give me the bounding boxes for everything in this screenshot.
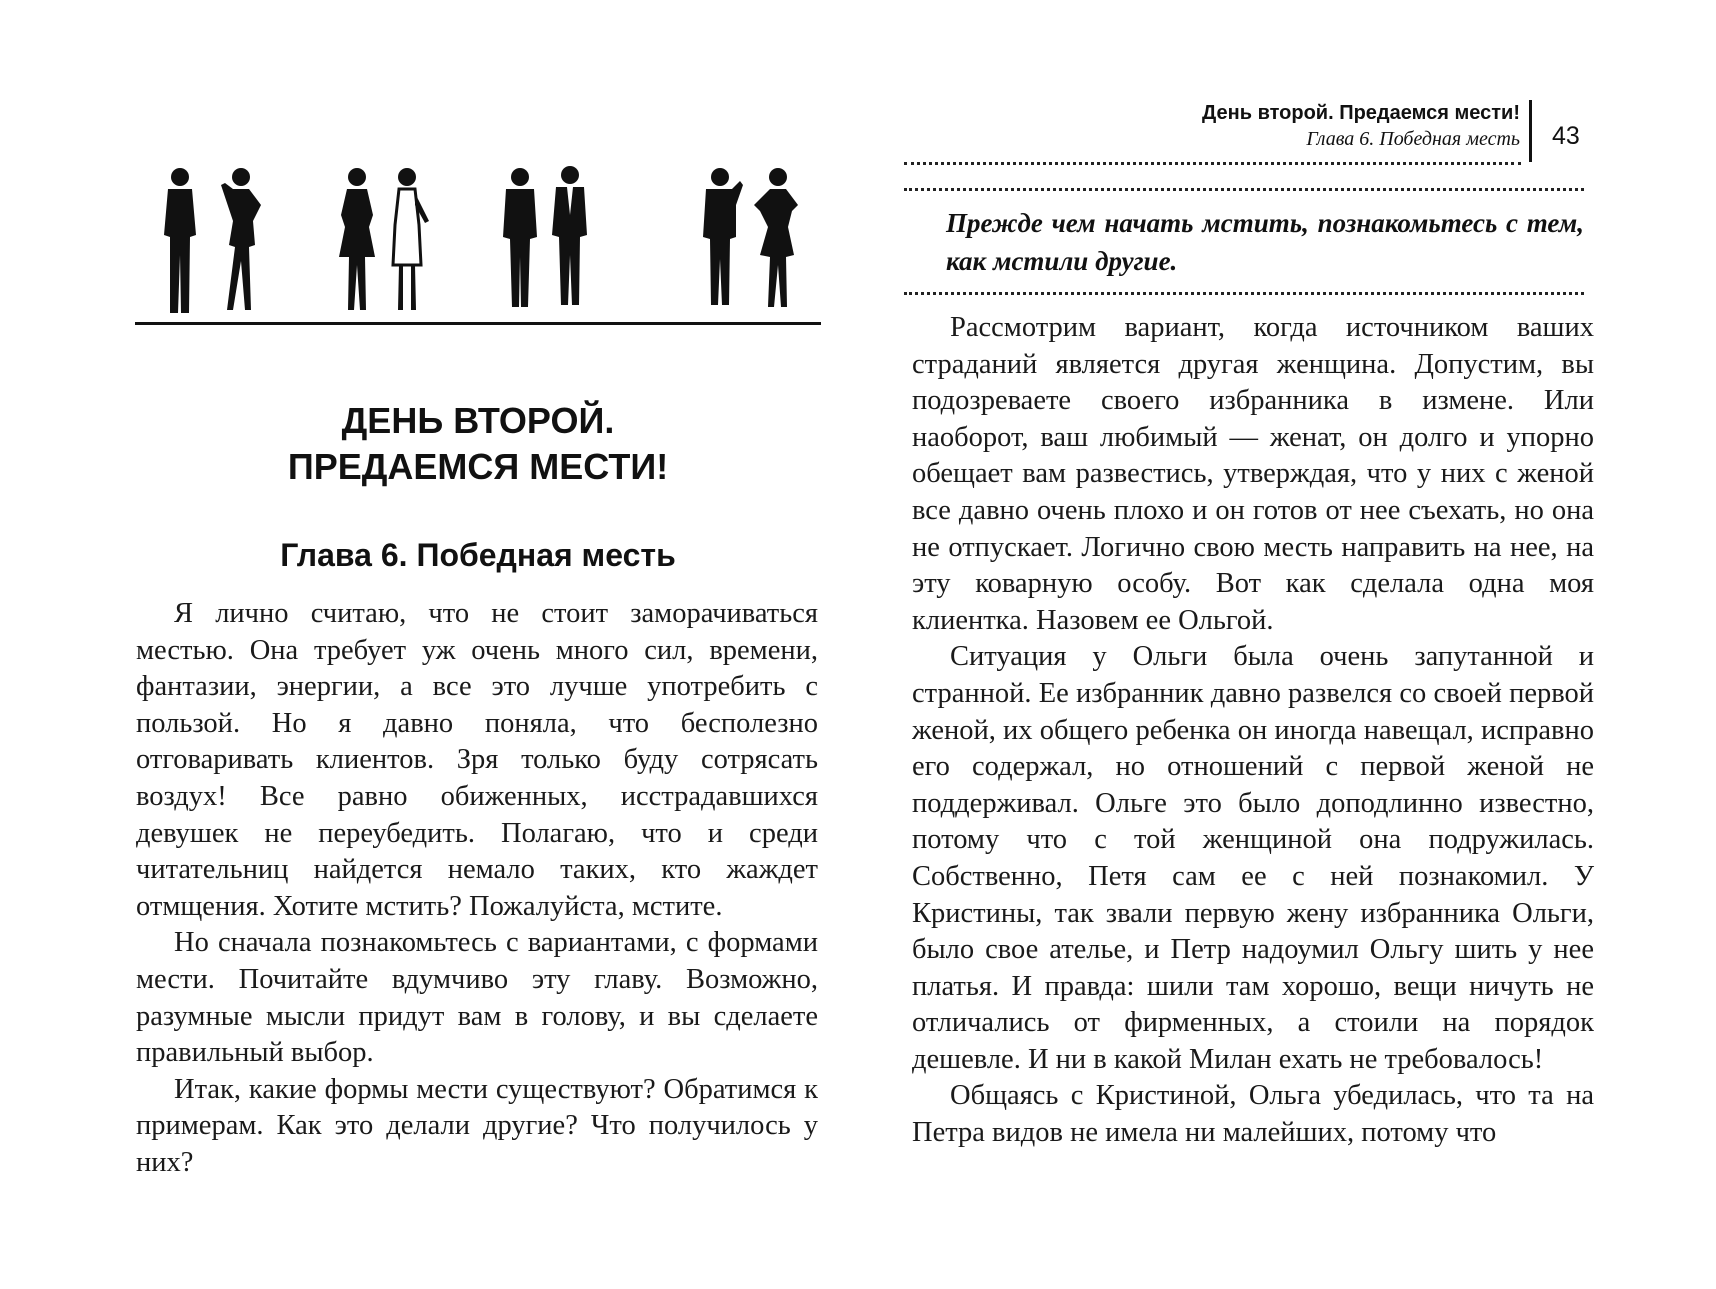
running-header-subtitle: Глава 6. Победная месть bbox=[1306, 128, 1520, 150]
page-number: 43 bbox=[1552, 122, 1580, 150]
header-separator bbox=[1529, 100, 1532, 162]
right-body-text bbox=[912, 310, 1594, 1152]
man-silhouette-icon bbox=[500, 165, 540, 315]
paragraph: Но сначала познакомьтесь с вариантами, с формами мести. Почитайте вдумчиво эту главу. Возможно, разумные мысли придут вам в голову, и вы сделаете правильный выбор. bbox=[136, 927, 818, 1069]
callout-text: Прежде чем начать мстить, познакомьтесь с тем, как мстили другие. bbox=[946, 208, 1584, 276]
woman-silhouette-icon bbox=[383, 165, 438, 315]
chapter-title: Глава 6. Победная месть bbox=[280, 537, 676, 573]
banner-divider bbox=[135, 322, 821, 325]
callout-dotted-rule-top bbox=[904, 188, 1584, 191]
man-silhouette-icon bbox=[700, 165, 745, 315]
paragraph: Я лично считаю, что не стоит заморачиваться местью. Она требует уж очень много сил, времени, фантазии, энергии, а все это лучше употребить с пользой. Но я давно поняла, что бесполезно отговаривать клиентов. Зря только буду сотрясать воздух! Все равно обиженных, исстрадавшихся девушек не переубедить. Полагаю, что и среди читательниц найдется немало таких, кто жаждет отмщения. Хотите мстить? Пожалуйста, мстите. bbox=[136, 598, 818, 922]
day-title bbox=[135, 398, 821, 490]
paragraph: Общаясь с Кристиной, Ольга убедилась, что та на Петра видов не имела ни малейших, потому что bbox=[912, 1080, 1594, 1149]
man-silhouette-icon bbox=[162, 165, 202, 315]
silhouettes-illustration bbox=[150, 165, 810, 315]
paragraph: Рассмотрим вариант, когда источником ваших страданий является другая женщина. Допустим, вы подозреваете своего избранника в измене. Или наоборот, ваш любимый — женат, он долго и упорно обещает вам развестись, утверждая, что у них с женой все давно очень плохо и он готов от нее съехать, но она не отпускает. Логично свою месть направить на нее, на эту коварную особу. Вот как сделала одна моя клиентка. Назовем ее Ольгой. bbox=[912, 312, 1594, 636]
running-header bbox=[1080, 100, 1520, 152]
woman-silhouette-icon bbox=[750, 165, 805, 315]
running-header-title: День второй. Предаемся мести! bbox=[1202, 102, 1520, 124]
woman-silhouette-icon bbox=[215, 165, 270, 315]
day-title-line: ПРЕДАЕМСЯ МЕСТИ! bbox=[287, 446, 669, 487]
paragraph: Итак, какие формы мести существуют? Обратимся к примерам. Как это делали другие? Что получилось у них? bbox=[136, 1073, 818, 1178]
paragraph: Ситуация у Ольги была очень запутанной и странной. Ее избранник давно развелся со своей первой женой, их общего ребенка он иногда навещал, исправно его содержал, но отношений с первой женой не поддерживал. Ольге это было доподлинно известно, потому что с той женщиной она подружилась. Собственно, Петя сам ее с ней познакомил. У Кристины, так звали первую жену избранника Ольги, было свое ателье, и Петр надоумил Ольгу шить у нее платья. И правда: шили там хорошо, вещи ничуть не отличались от фирменных, а стоили на порядок дешевле. И ни в какой Милан ехать не требовалось! bbox=[912, 641, 1594, 1075]
callout-dotted-rule-bottom bbox=[904, 292, 1584, 295]
header-dotted-rule bbox=[904, 162, 1521, 165]
left-body-text bbox=[136, 596, 818, 1182]
woman-silhouette-icon bbox=[335, 165, 380, 315]
day-title-line: ДЕНЬ ВТОРОЙ. bbox=[341, 400, 615, 441]
man-silhouette-icon bbox=[548, 165, 590, 315]
